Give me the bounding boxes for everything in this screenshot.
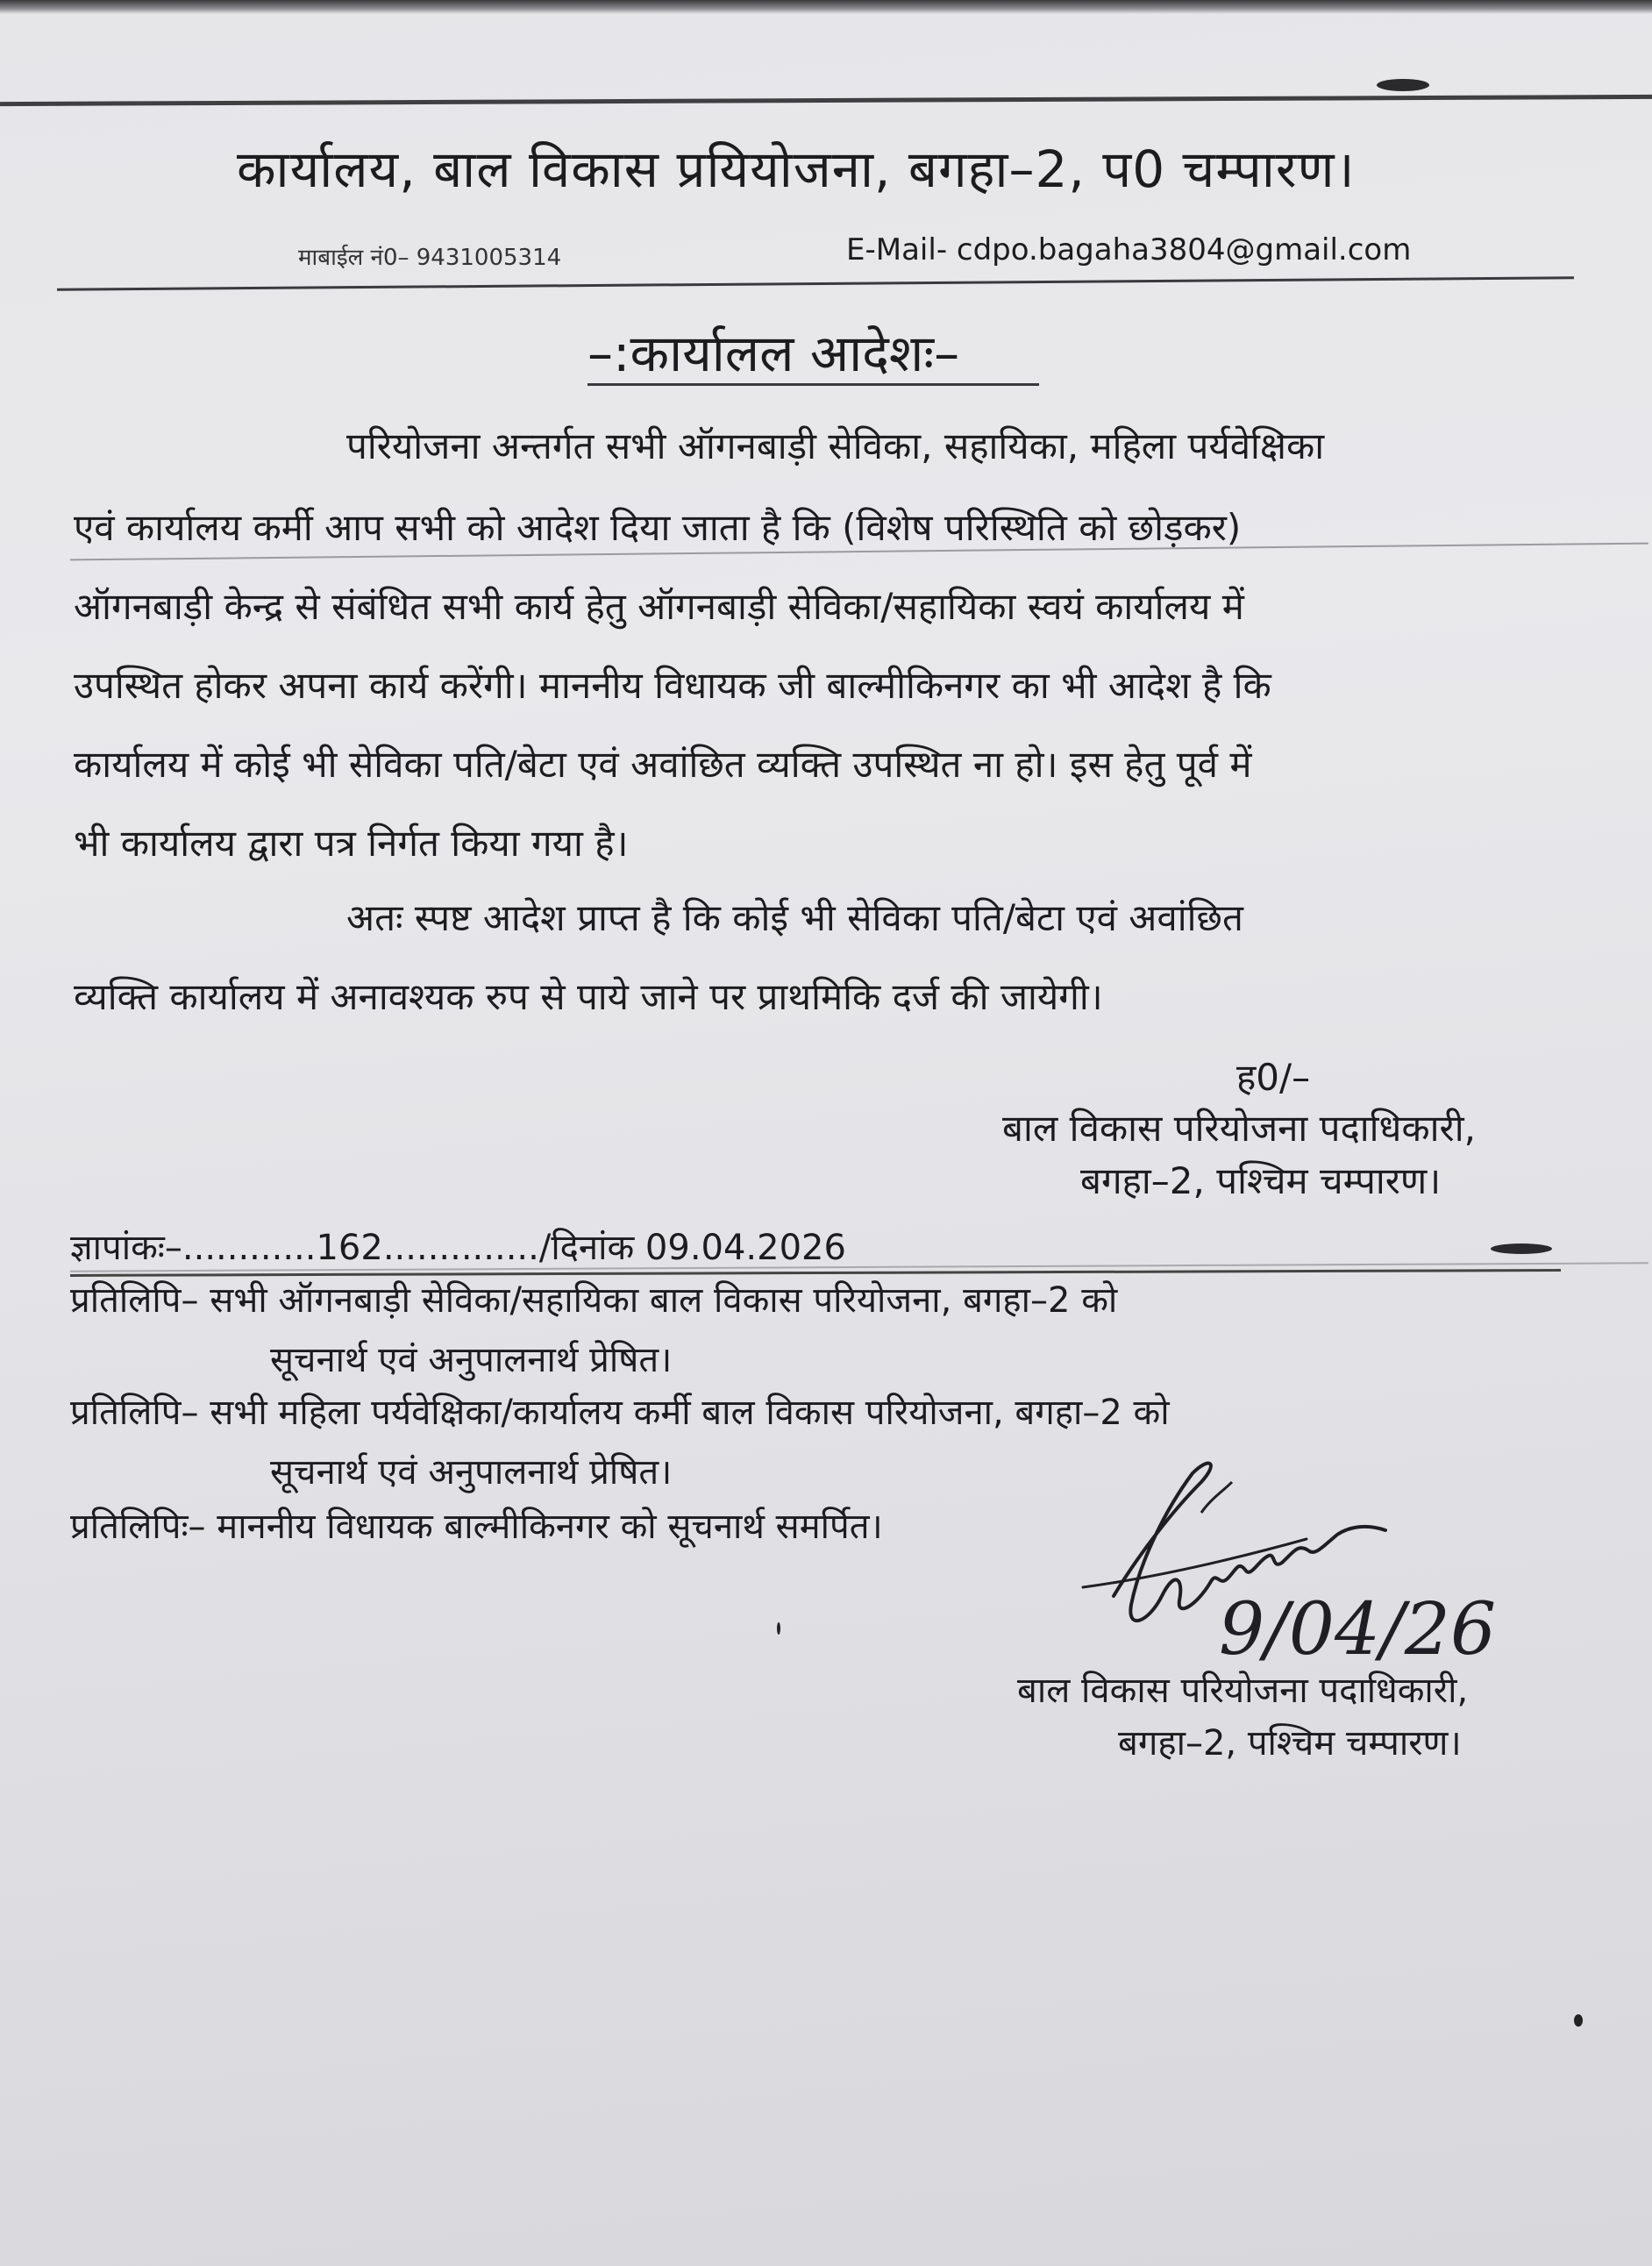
paragraph-1-line: एवं कार्यालय कर्मी आप सभी को आदेश दिया जाता है कि (विशेष परिस्थिति को छोड़कर) xyxy=(74,506,1242,549)
handwritten-date: 9/04/26 xyxy=(1219,1588,1497,1671)
paragraph-2-line: अतः स्पष्ट आदेश प्राप्त है कि कोई भी सेविका पति/बेटा एवं अवांछित xyxy=(346,896,1243,939)
paragraph-1-line: उपस्थित होकर अपना कार्य करेंगी। माननीय विधायक जी बाल्मीकिनगर का भी आदेश है कि xyxy=(74,664,1271,707)
memo-date-label: /दिनांक xyxy=(538,1228,635,1268)
copy-to-line: प्रतिलिपि– सभी ऑगनबाड़ी सेविका/सहायिका बाल विकास परियोजना, बगहा–2 को xyxy=(70,1280,1118,1321)
paragraph-1-line: भी कार्यालय द्वारा पत्र निर्गत किया गया है। xyxy=(74,822,629,865)
signed-abbreviation: ह0/– xyxy=(1236,1056,1311,1099)
office-title: कार्यालय, बाल विकास प्रयियोजना, बगहा–2, प0 चम्पारण। xyxy=(237,139,1356,199)
signature-stroke xyxy=(1083,1539,1307,1587)
memo-line xyxy=(70,1228,846,1268)
order-heading: –:कार्यालल आदेशः– xyxy=(587,324,960,383)
ink-speck xyxy=(1574,2014,1583,2027)
fold-mark xyxy=(1377,79,1429,91)
fold-mark xyxy=(1491,1243,1552,1254)
paragraph-1-line: ऑगनबाड़ी केन्द्र से संबंधित सभी कार्य हेतु ऑगनबाड़ी सेविका/सहायिका स्वयं कार्यालय में xyxy=(74,585,1244,628)
mobile-number: माबाईल नं0– 9431005314 xyxy=(298,245,562,271)
memo-date: 09.04.2026 xyxy=(644,1228,846,1268)
memo-label: ज्ञापांकः– xyxy=(70,1228,182,1268)
signatory-title: बाल विकास परियोजना पदाधिकारी, xyxy=(1017,1671,1469,1711)
handwritten-signature xyxy=(1079,1447,1517,1692)
memo-dots: ............ xyxy=(182,1228,317,1268)
signatory-place: बगहा–2, पश्चिम चम्पारण। xyxy=(1118,1723,1462,1764)
paragraph-2-line: व्यक्ति कार्यालय में अनावश्यक रुप से पाये जाने पर प्राथमिकि दर्ज की जायेगी। xyxy=(74,975,1103,1018)
signatory-title: बाल विकास परियोजना पदाधिकारी, xyxy=(1002,1107,1476,1150)
heading-underline xyxy=(587,383,1039,386)
copy-to-line: प्रतिलिपि– सभी महिला पर्यवेक्षिका/कार्यालय कर्मी बाल विकास परियोजना, बगहा–2 को xyxy=(70,1393,1170,1433)
paragraph-1-line: परियोजना अन्तर्गत सभी ऑगनबाड़ी सेविका, सहायिका, महिला पर्यवेक्षिका xyxy=(346,424,1325,467)
memo-number: 162 xyxy=(316,1228,383,1268)
copy-to-line: सूचनार्थ एवं अनुपालनार्थ प्रेषित। xyxy=(270,1452,673,1493)
copy-to-line: सूचनार्थ एवं अनुपालनार्थ प्रेषित। xyxy=(270,1340,673,1380)
memo-dots: .............. xyxy=(382,1228,539,1268)
fold-line-top xyxy=(0,95,1652,106)
scan-top-edge xyxy=(0,0,1652,14)
header-rule xyxy=(57,276,1574,291)
ink-speck xyxy=(777,1622,780,1635)
email-address: E-Mail- cdpo.bagaha3804@gmail.com xyxy=(846,232,1412,267)
paragraph-1-line: कार्यालय में कोई भी सेविका पति/बेटा एवं अवांछित व्यक्ति उपस्थित ना हो। इस हेतु पूर्व में xyxy=(74,743,1252,786)
signatory-place: बगहा–2, पश्चिम चम्पारण। xyxy=(1080,1159,1442,1202)
signature-stroke xyxy=(1201,1482,1232,1513)
copy-to-line: प्रतिलिपिः– माननीय विधायक बाल्मीकिनगर को सूचनार्थ समर्पित। xyxy=(70,1507,883,1547)
